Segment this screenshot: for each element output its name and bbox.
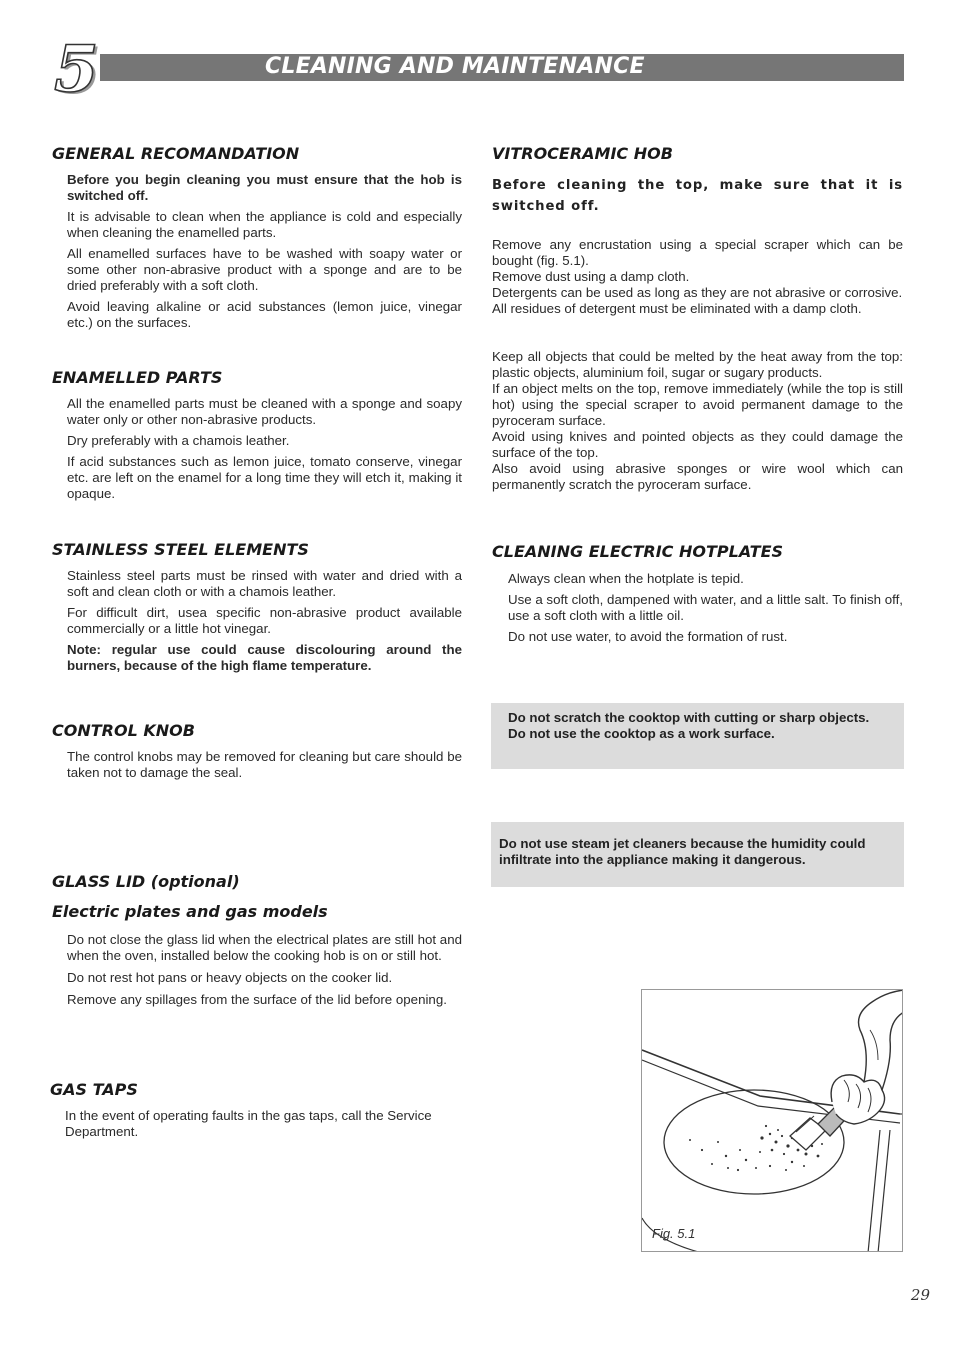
- scraper-cleaning-drawing: [642, 990, 903, 1252]
- general-p1: Before you begin cleaning you must ensure that the hob is switched off.: [67, 172, 462, 203]
- page-title: CLEANING AND MAINTENANCE: [265, 54, 645, 79]
- stainless-section: [67, 568, 462, 679]
- notice-box-cooktop: [491, 703, 904, 769]
- gas-taps-heading: GAS TAPS: [50, 1080, 138, 1099]
- vitroceramic-section-a: [492, 237, 903, 317]
- gas-taps-p1: In the event of operating faults in the gas taps, call the Service Department.: [65, 1108, 432, 1139]
- vitroceramic-heading: VITROCERAMIC HOB: [492, 144, 673, 163]
- figure-scraper-illustration: [641, 989, 903, 1252]
- vitroceramic-p6: If an object melts on the top, remove immediately (while the top is still hot) using the special scraper to avoid permanent damage to the pyroceram surface.: [492, 381, 903, 428]
- glass-lid-subheading: Electric plates and gas models: [52, 902, 328, 921]
- enamelled-heading: ENAMELLED PARTS: [52, 368, 223, 387]
- vitroceramic-p1: Remove any encrustation using a special scraper which can be bought (fig. 5.1).: [492, 237, 903, 268]
- vitroceramic-p5: Keep all objects that could be melted by the heat away from the top: plastic objects, aluminium foil, sugar or sugary products.: [492, 349, 903, 380]
- notice-box-steam: [491, 822, 904, 887]
- stainless-note: Note: regular use could cause discolouring around the burners, because of the high flame temperature.: [67, 642, 462, 673]
- hotplates-p3: Do not use water, to avoid the formation of rust.: [508, 629, 788, 644]
- general-p3: All enamelled surfaces have to be washed with soapy water or some other non-abrasive product with a sponge and are to be dried preferably with a soft cloth.: [67, 246, 462, 293]
- notice-box-cooktop-line2: Do not use the cooktop as a work surface.: [508, 726, 775, 741]
- glass-lid-p1: Do not close the glass lid when the electrical plates are still hot and when the oven, installed below the cooking hob is on or still hot.: [67, 932, 462, 963]
- notice-box-steam-text: Do not use steam jet cleaners because the humidity could infiltrate into the appliance making it dangerous.: [499, 836, 866, 867]
- vitroceramic-p3: Detergents can be used as long as they are not abrasive or corrosive.: [492, 285, 903, 300]
- enamelled-p2: Dry preferably with a chamois leather.: [67, 433, 290, 448]
- stainless-p2: For difficult dirt, usea specific non-abrasive product available commercially or a little hot vinegar.: [67, 605, 462, 636]
- control-knob-section: [67, 749, 462, 786]
- glass-lid-section: [67, 932, 462, 1013]
- vitroceramic-p4: All residues of detergent must be eliminated with a damp cloth.: [492, 301, 862, 316]
- control-knob-p1: The control knobs may be removed for cleaning but care should be taken not to damage the seal.: [67, 749, 462, 780]
- general-section: [67, 172, 462, 336]
- notice-box-cooktop-line1: Do not scratch the cooktop with cutting or sharp objects.: [508, 710, 870, 725]
- hotplates-section: [508, 571, 903, 650]
- stainless-p1: Stainless steel parts must be rinsed with water and dried with a soft and clean cloth or with a chamois leather.: [67, 568, 462, 599]
- hotplates-p2: Use a soft cloth, dampened with water, and a little salt. To finish off, use a soft cloth with a little oil.: [508, 592, 903, 623]
- stainless-heading: STAINLESS STEEL ELEMENTS: [52, 540, 309, 559]
- glass-lid-p2: Do not rest hot pans or heavy objects on the cooker lid.: [67, 970, 393, 985]
- vitroceramic-p8: Also avoid using abrasive sponges or wire wool which can permanently scratch the pyroceram surface.: [492, 461, 903, 492]
- vitroceramic-section-b: [492, 349, 903, 493]
- vitroceramic-warning: Before cleaning the top, make sure that it is switched off.: [492, 178, 903, 214]
- enamelled-p3: If acid substances such as lemon juice, tomato conserve, vinegar etc. are left on the enamel for a long time they will etch it, making it opaque.: [67, 454, 462, 501]
- hotplates-p1: Always clean when the hotplate is tepid.: [508, 571, 744, 586]
- figure-caption: Fig. 5.1: [652, 1226, 696, 1241]
- gas-taps-section: [65, 1108, 440, 1145]
- glass-lid-p3: Remove any spillages from the surface of the lid before opening.: [67, 992, 447, 1007]
- control-knob-heading: CONTROL KNOB: [52, 721, 195, 740]
- vitroceramic-p7: Avoid using knives and pointed objects as they could damage the surface of the top.: [492, 429, 903, 460]
- chapter-number: 5: [54, 32, 99, 107]
- general-heading: GENERAL RECOMANDATION: [52, 144, 300, 163]
- general-p2: It is advisable to clean when the appliance is cold and especially when cleaning the enamelled parts.: [67, 209, 462, 240]
- glass-lid-heading: GLASS LID (optional): [52, 872, 240, 891]
- enamelled-p1: All the enamelled parts must be cleaned with a sponge and soapy water only or other non-abrasive products.: [67, 396, 462, 427]
- vitroceramic-p2: Remove dust using a damp cloth.: [492, 269, 690, 284]
- hotplates-heading: CLEANING ELECTRIC HOTPLATES: [492, 542, 784, 561]
- general-p4: Avoid leaving alkaline or acid substances (lemon juice, vinegar etc.) on the surfaces.: [67, 299, 462, 330]
- enamelled-section: [67, 396, 462, 507]
- page-number: 29: [910, 1286, 930, 1304]
